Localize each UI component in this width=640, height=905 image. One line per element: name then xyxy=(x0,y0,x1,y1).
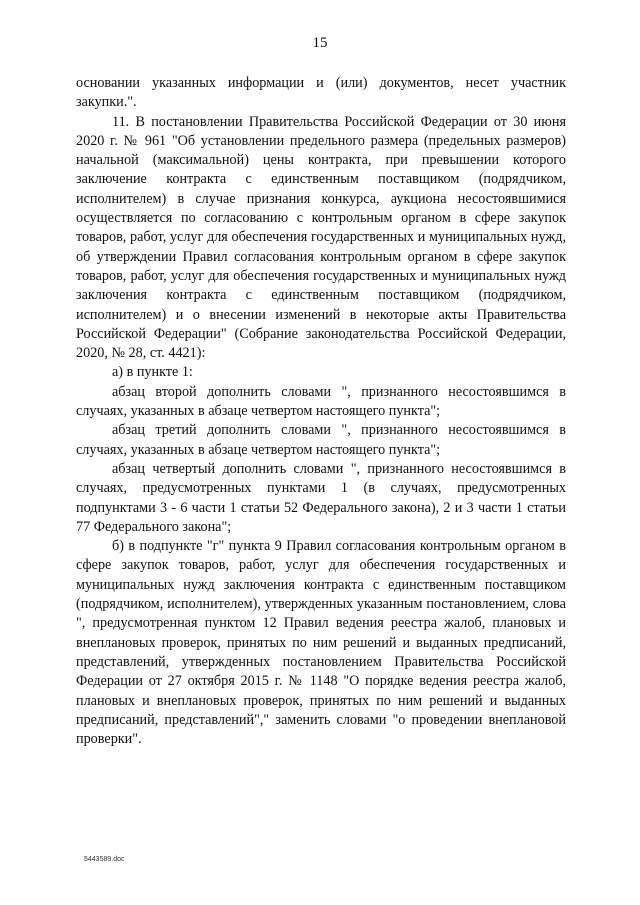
paragraph-subitem-b: б) в подпункте "г" пункта 9 Правил согласования контрольным органом в сфере закупок товаров, работ, услуг для обеспечения государственных и муниципальных нужд заключения контракта с единственным поставщиком (подрядчиком, исполнителем), утвержденных указанным постановлением, слова ", предусмотренная пунктом 12 Правил ведения реестра жалоб, плановых и внеплановых проверок, принятых по ним решений и выданных предписаний, представлений, утвержденных постановлением Правительства Российской Федерации от 27 октября 2015 г. № 1148 "О порядке ведения реестра жалоб, плановых и внеплановых проверок, принятых по ним решений и выданных предписаний, представлений"," заменить словами "о проведении внеплановой проверки". xyxy=(76,538,566,748)
file-name-footer: 5443589.doc xyxy=(84,856,125,863)
page-number: 15 xyxy=(312,35,328,51)
paragraph-abzac-third: абзац третий дополнить словами ", признанного несостоявшимся в случаях, указанных в абзаце четвертом настоящего пункта"; xyxy=(76,422,566,458)
paragraph-abzac-second: абзац второй дополнить словами ", признанного несостоявшимся в случаях, указанных в абзаце четвертом настоящего пункта"; xyxy=(76,383,566,420)
paragraph-abzac-fourth: абзац четвертый дополнить словами ", признанного несостоявшимся в случаях, предусмотренных пунктами 1 (в случаях, предусмотренных подпунктами 3 - 6 части 1 статьи 52 Федерального закона), 2 и 3 части 1 статьи 77 Федерального закона"; xyxy=(76,460,566,535)
document-body xyxy=(76,74,566,749)
paragraph-item-11: 11. В постановлении Правительства Российской Федерации от 30 июня 2020 г. № 961 "Об установлении предельного размера (предельных размеров) начальной (максимальной) цены контракта, при превышении которого заключение контракта с единственным поставщиком (подрядчиком, исполнителем) в случае признания конкурса, аукциона несостоявшимися осуществляется по согласованию с контрольным органом в сфере закупок товаров, работ, услуг для обеспечения государственных и муниципальных нужд, об утверждении Правил согласования контрольным органом в сфере закупок товаров, работ, услуг для обеспечения государственных и муниципальных нужд заключения контракта с единственным поставщиком (подрядчиком, исполнителем) и о внесении изменений в некоторые акты Правительства Российской Федерации" (Собрание законодательства Российской Федерации, 2020, № 28, ст. 4421): xyxy=(76,113,566,362)
paragraph-continuation: основании указанных информации и (или) документов, несет участник закупки.". xyxy=(76,75,566,111)
paragraph-subitem-a: а) в пункте 1: xyxy=(112,364,193,381)
